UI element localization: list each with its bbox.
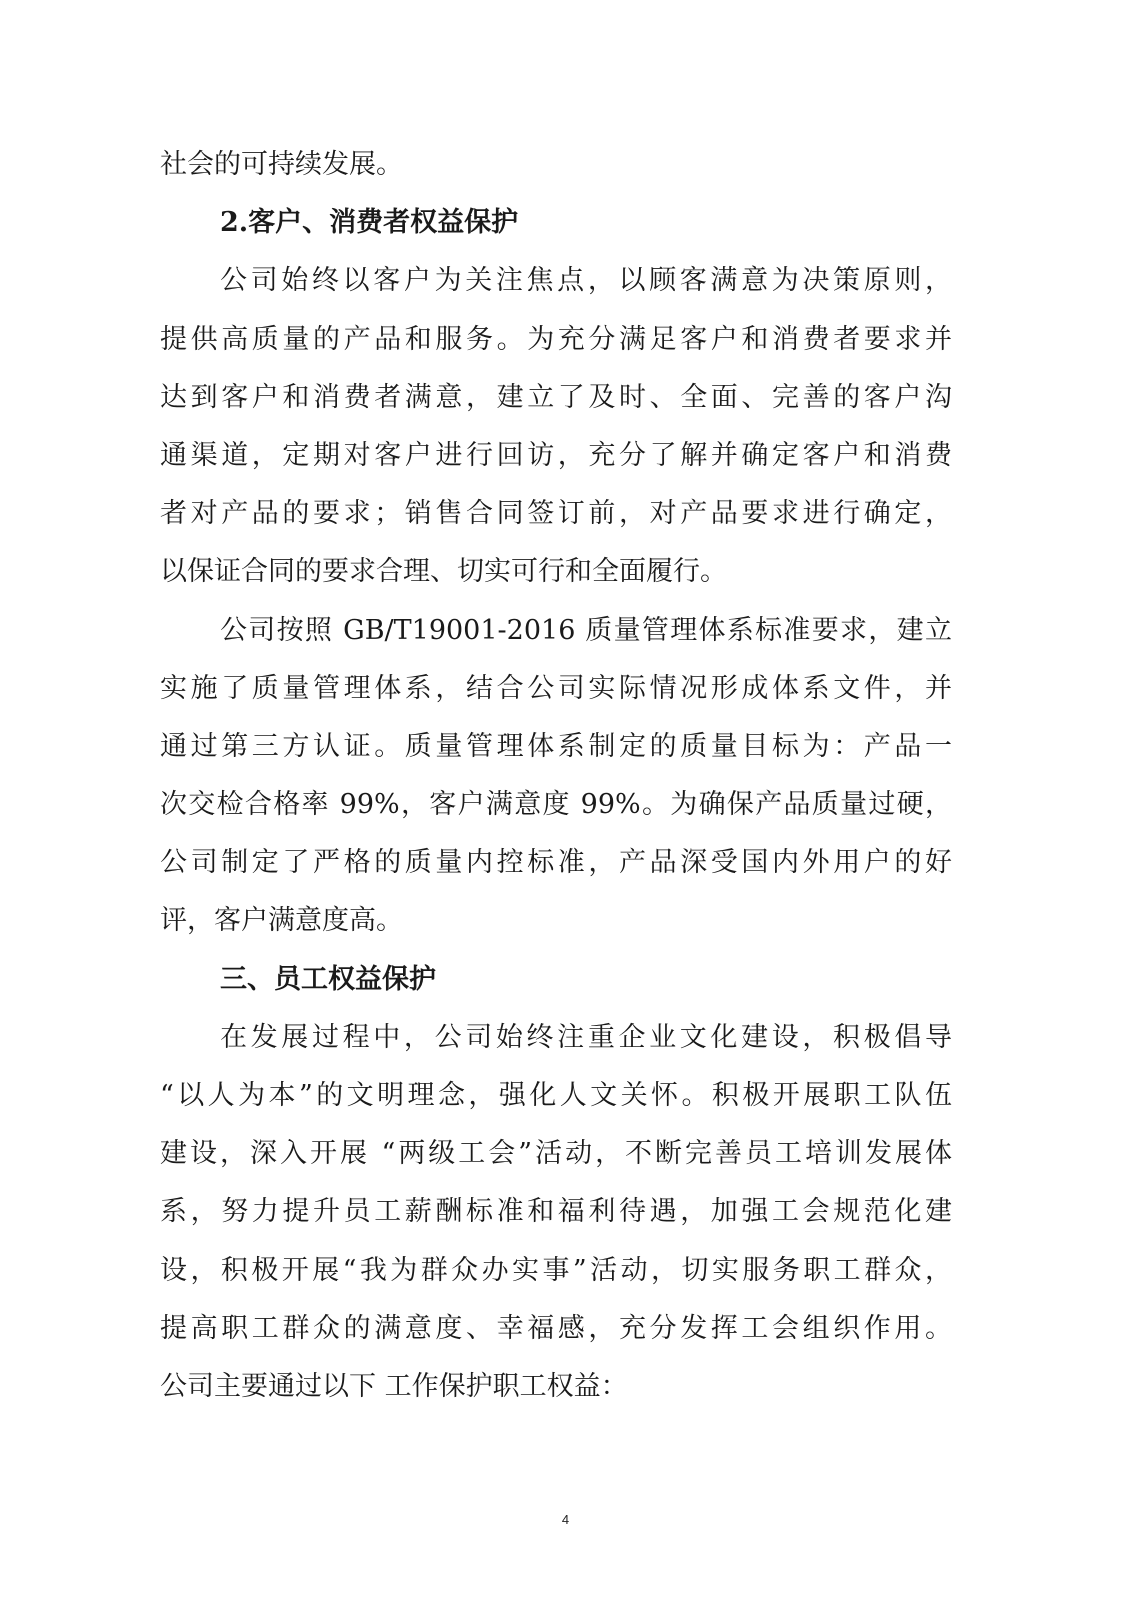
- paragraph-line: 建设，深入开展 “两级工会”活动，不断完善员工培训发展体: [160, 1138, 952, 1170]
- paragraph-line: 在发展过程中，公司始终注重企业文化建设，积极倡导: [220, 1021, 952, 1053]
- paragraph-line: 通渠道，定期对客户进行回访，充分了解并确定客户和消费: [160, 439, 952, 471]
- paragraph-line: 达到客户和消费者满意，建立了及时、全面、完善的客户沟: [160, 381, 952, 413]
- paragraph-line: 公司始终以客户为关注焦点，以顾客满意为决策原则，: [220, 265, 952, 297]
- paragraph-line: 以保证合同的要求合理、切实可行和全面履行。: [160, 556, 727, 588]
- section-heading-customer-protection: 2.客户、消费者权益保护: [220, 207, 519, 239]
- paragraph-line: 次交检合格率 99%，客户满意度 99%。为确保产品质量过硬，: [160, 789, 952, 821]
- document-body: [160, 136, 952, 1416]
- paragraph-line: 设，积极开展“我为群众办实事”活动，切实服务职工群众，: [160, 1254, 952, 1286]
- paragraph-line: 通过第三方认证。质量管理体系制定的质量目标为：产品一: [160, 730, 952, 762]
- page-number: 4: [561, 1512, 570, 1527]
- paragraph-line: 公司主要通过以下 工作保护职工权益：: [160, 1370, 628, 1402]
- paragraph-line: 公司按照 GB/T19001-2016 质量管理体系标准要求，建立: [220, 614, 952, 646]
- paragraph-line: “以人为本”的文明理念，强化人文关怀。积极开展职工队伍: [160, 1080, 952, 1111]
- paragraph-line: 系，努力提升员工薪酬标准和福利待遇，加强工会规范化建: [160, 1196, 952, 1228]
- paragraph-line: 公司制定了严格的质量内控标准，产品深受国内外用户的好: [160, 847, 952, 879]
- paragraph-line: 者对产品的要求；销售合同签订前，对产品要求进行确定，: [160, 498, 952, 530]
- paragraph-line: 提高职工群众的满意度、幸福感，充分发挥工会组织作用。: [160, 1312, 952, 1344]
- paragraph-line: 社会的可持续发展。: [160, 149, 403, 180]
- paragraph-line: 提供高质量的产品和服务。为充分满足客户和消费者要求并: [160, 323, 952, 355]
- section-heading-employee-protection: 三、员工权益保护: [220, 963, 436, 995]
- paragraph-line: 评，客户满意度高。: [160, 905, 403, 937]
- paragraph-line: 实施了质量管理体系，结合公司实际情况形成体系文件，并: [160, 672, 952, 704]
